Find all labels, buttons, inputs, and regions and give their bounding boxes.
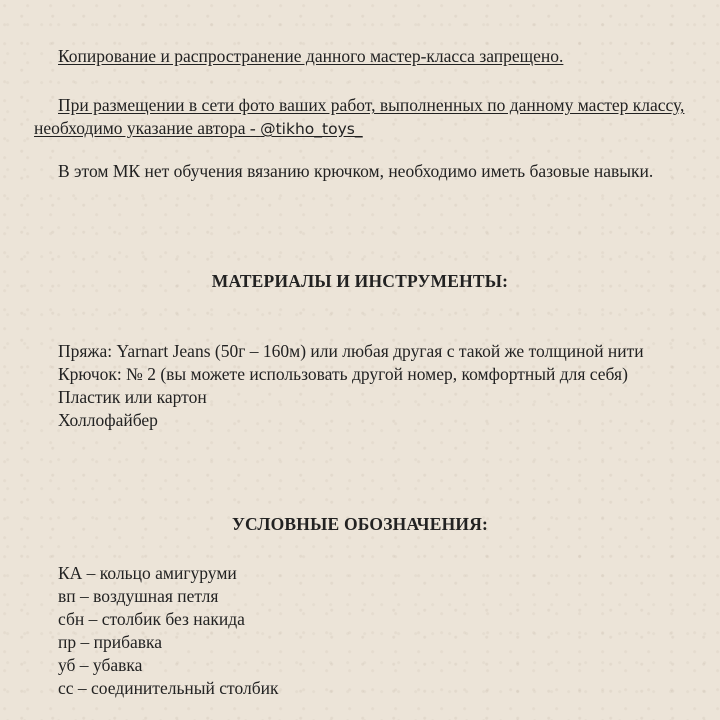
abbreviation-item: уб – убавка [58,655,143,675]
attribution-text: При размещении в сети фото ваших работ, выполненных по данному мастер классу, необходимо указание автора - [34,95,685,138]
materials-item-hook: Крючок: № 2 (вы можете использовать другой номер, комфортный для себя) [58,364,628,384]
abbreviations-list [58,562,279,700]
abbreviation-item: вп – воздушная петля [58,586,219,606]
materials-item-plastic: Пластик или картон [58,387,207,407]
attribution-paragraph [34,94,696,141]
abbreviation-item: сс – соединительный столбик [58,678,279,698]
author-handle: @tikho_toys_ [260,120,363,138]
abbreviation-item: сбн – столбик без накида [58,609,245,629]
skill-note: В этом МК нет обучения вязанию крючком, необходимо иметь базовые навыки. [58,161,654,181]
materials-item-yarn: Пряжа: Yarnart Jeans (50г – 160м) или любая другая с такой же толщиной нити [58,341,644,361]
abbreviations-heading: УСЛОВНЫЕ ОБОЗНАЧЕНИЯ: [231,514,489,534]
abbreviation-item: пр – прибавка [58,632,163,652]
materials-item-filler: Холлофайбер [58,410,158,430]
copyright-notice: Копирование и распространение данного мастер-класса запрещено. [58,46,564,66]
materials-list [34,340,696,432]
materials-heading: МАТЕРИАЛЫ И ИНСТРУМЕНТЫ: [211,271,509,291]
abbreviation-item: КА – кольцо амигуруми [58,563,237,583]
